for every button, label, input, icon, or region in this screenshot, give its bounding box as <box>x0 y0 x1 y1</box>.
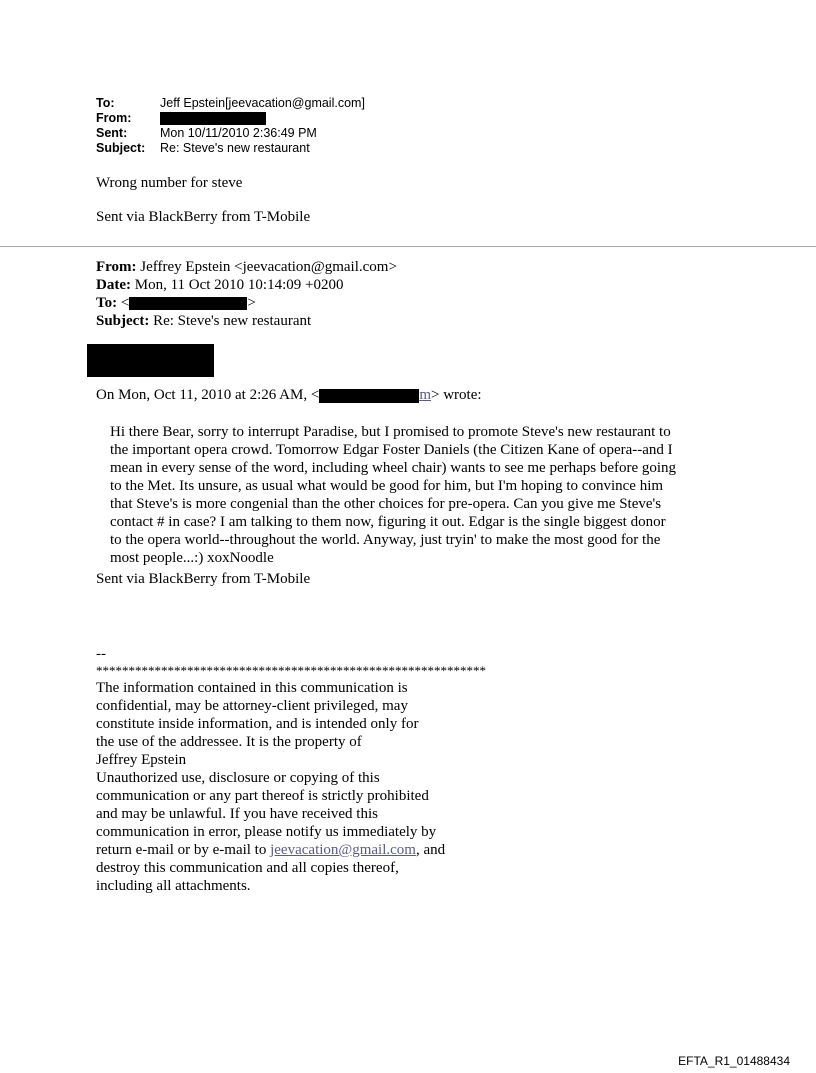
quoted-subject-value: Re: Steve's new restaurant <box>149 313 312 329</box>
return-prefix: return e-mail or by e-mail to <box>96 842 271 858</box>
subject-value: Re: Steve's new restaurant <box>160 141 310 155</box>
quoted-from-value: Jeffrey Epstein <jeevacation@gmail.com> <box>136 259 397 275</box>
quoted-from-row <box>96 258 397 276</box>
signature-line: confidential, may be attorney-client privileged, may <box>96 698 408 714</box>
quote-line: Hi there Bear, sorry to interrupt Paradise, but I promised to promote Steve's new restaurant to <box>110 424 671 440</box>
header-to-row <box>96 96 365 111</box>
quote-line: mean in every sense of the word, including wheel chair) wants to see me perhaps before going <box>110 460 677 476</box>
quoted-subject-label: Subject: <box>96 313 150 329</box>
header-sent-row <box>96 126 365 141</box>
header-subject-row <box>96 141 365 156</box>
signature-line: The information contained in this communication is <box>96 680 408 696</box>
quoted-date-row <box>96 276 397 294</box>
quoted-header <box>96 258 397 330</box>
wrote-line <box>96 386 482 404</box>
signature-dashes: -- <box>96 646 106 662</box>
redaction-block <box>87 344 214 377</box>
body-line-2: Sent via BlackBerry from T-Mobile <box>96 209 311 225</box>
quoted-to-prefix: < <box>117 295 130 311</box>
redaction-box <box>129 297 247 310</box>
sent-label: Sent: <box>96 126 128 140</box>
quoted-to-suffix: > <box>247 295 256 311</box>
quoted-message <box>110 423 720 567</box>
signature-line: and may be unlawful. If you have received this <box>96 806 378 822</box>
body-line-1: Wrong number for steve <box>96 175 243 191</box>
from-label: From: <box>96 111 132 125</box>
quoted-from-label: From: <box>96 259 137 275</box>
signature-line: communication or any part thereof is strictly prohibited <box>96 788 429 804</box>
signature-line: communication in error, please notify us immediately by <box>96 824 437 840</box>
wrote-link-tail[interactable]: m <box>419 387 431 403</box>
redaction-box <box>160 112 266 125</box>
wrote-prefix: On Mon, Oct 11, 2010 at 2:26 AM, < <box>96 387 320 403</box>
divider <box>0 246 816 247</box>
email-link[interactable]: jeevacation@gmail.com <box>270 842 416 858</box>
signature-line: the use of the addressee. It is the property of <box>96 734 362 750</box>
quote-line: that Steve's is more congenial than the other choices for pre-opera. Can you give me Steve's <box>110 496 662 512</box>
signature-line: Jeffrey Epstein <box>96 752 187 768</box>
signature-return-line <box>96 841 486 859</box>
signature-line: including all attachments. <box>96 878 251 894</box>
quote-line: most people...:) xoxNoodle <box>110 550 274 566</box>
subject-label: Subject: <box>96 141 146 155</box>
quote-line: to the Met. Its unsure, as usual what would be good for him, but I'm hoping to convince him <box>110 478 664 494</box>
quote-line: to the opera world--throughout the world. Anyway, just tryin' to make the most good for the <box>110 532 661 548</box>
wrote-suffix: > wrote: <box>431 387 482 403</box>
to-label: To: <box>96 96 115 110</box>
quoted-to-label: To: <box>96 295 118 311</box>
quoted-subject-row <box>96 312 397 330</box>
document-id: EFTA_R1_01488434 <box>678 1054 790 1068</box>
quoted-date-value: Mon, 11 Oct 2010 10:14:09 +0200 <box>130 277 344 293</box>
sent-value: Mon 10/11/2010 2:36:49 PM <box>160 126 317 140</box>
quote-line: contact # in case? I am talking to them now, figuring it out. Edgar is the single biggest donor <box>110 514 666 530</box>
header-from-row <box>96 111 365 126</box>
return-suffix: , and <box>415 842 446 858</box>
quoted-date-label: Date: <box>96 277 131 293</box>
signature-line: Unauthorized use, disclosure or copying of this <box>96 770 380 786</box>
to-value: Jeff Epstein[jeevacation@gmail.com] <box>160 96 365 110</box>
sent-via-line: Sent via BlackBerry from T-Mobile <box>96 571 311 587</box>
signature-block <box>96 645 486 895</box>
signature-line: constitute inside information, and is intended only for <box>96 716 419 732</box>
email-header <box>96 96 365 156</box>
quoted-to-row <box>96 294 397 312</box>
signature-stars: ************************************************************ <box>96 663 486 678</box>
redaction-box <box>319 389 419 403</box>
quote-line: the important opera crowd. Tomorrow Edgar Foster Daniels (the Citizen Kane of opera--and I <box>110 442 673 458</box>
signature-line: destroy this communication and all copies thereof, <box>96 860 399 876</box>
